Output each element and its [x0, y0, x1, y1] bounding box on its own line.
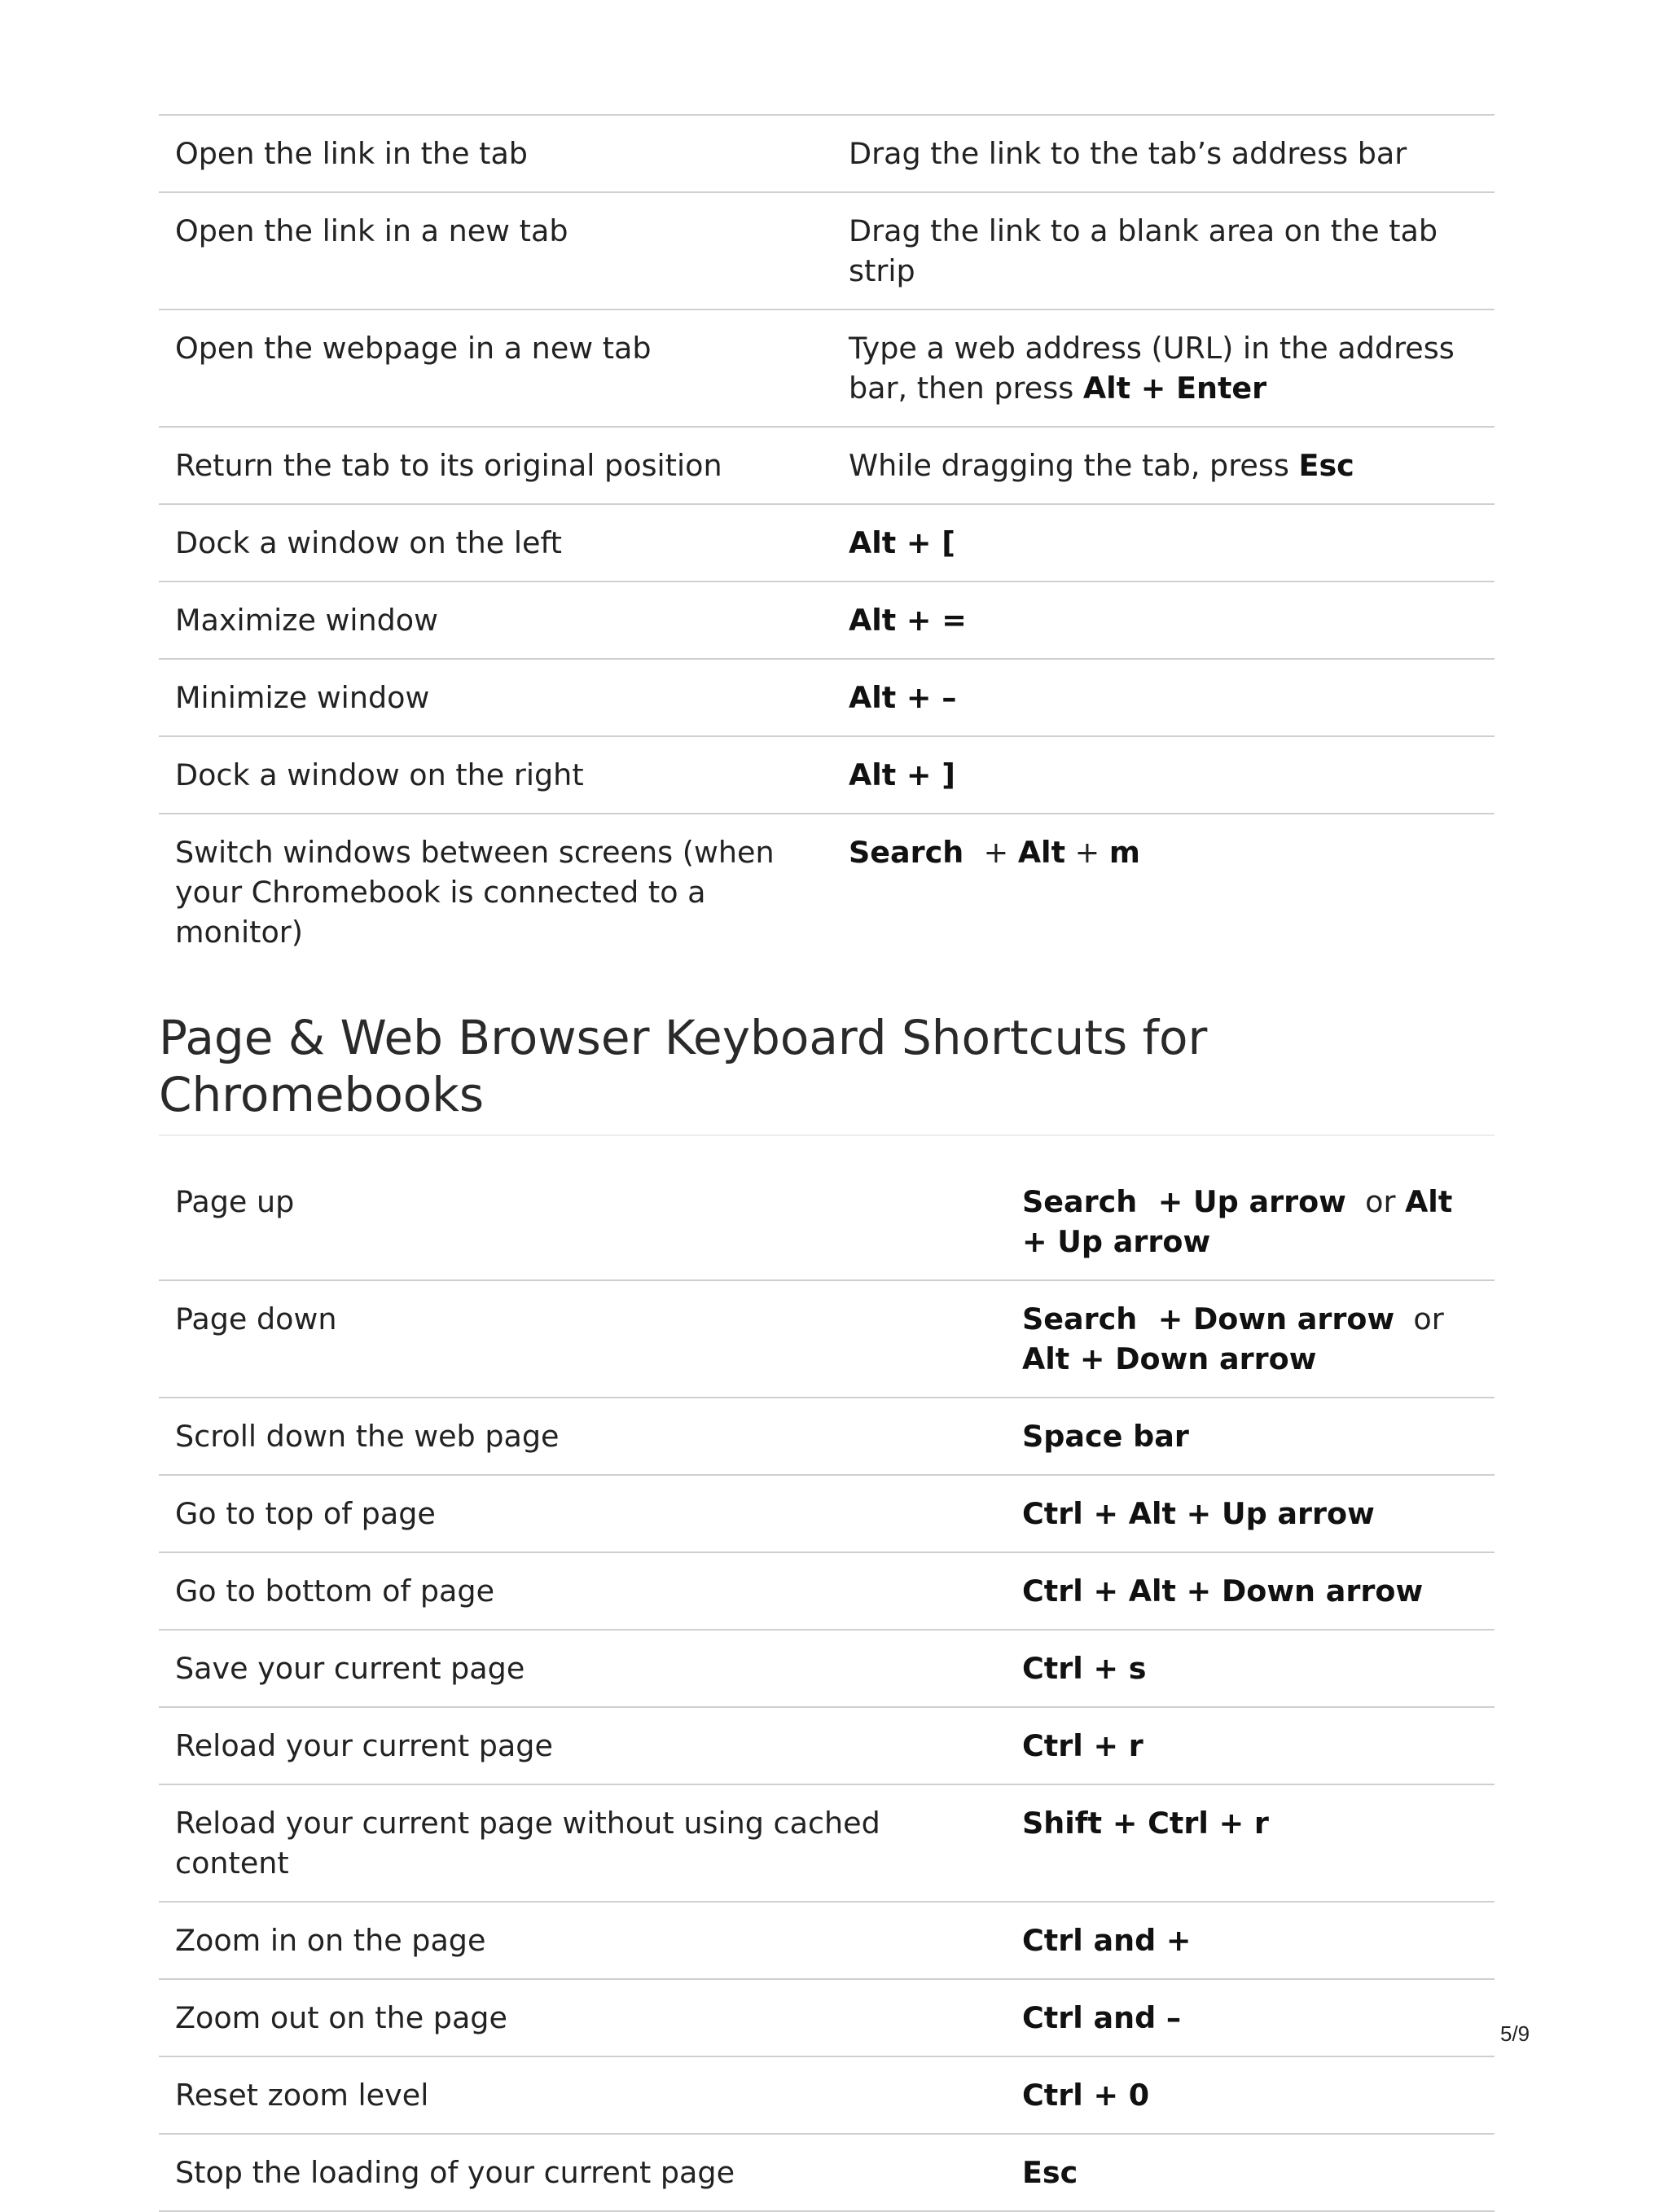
- shortcut-cell: [832, 504, 1495, 582]
- shortcut-text: or: [1345, 1184, 1406, 1219]
- shortcut-cell: [1006, 1630, 1495, 1707]
- shortcut-key-text: Alt: [1017, 835, 1066, 870]
- shortcut-key-text: Alt + Up arrow: [1022, 1184, 1463, 1259]
- table-row: [159, 427, 1495, 504]
- shortcut-key-text: Alt + Enter: [1082, 371, 1267, 406]
- table-row: [159, 1280, 1495, 1398]
- action-cell: Stop the loading of your current page: [175, 2155, 735, 2190]
- shortcut-cell: [832, 192, 1495, 309]
- action-cell: Scroll down the web page: [175, 1419, 560, 1454]
- shortcut-key-text: Shift + Ctrl + r: [1022, 1806, 1269, 1841]
- table-row: [159, 659, 1495, 736]
- table-row: [159, 582, 1495, 659]
- action-cell: Reload your current page without using cached content: [175, 1806, 880, 1881]
- table-row: [159, 309, 1495, 427]
- shortcut-cell: [832, 309, 1495, 427]
- action-cell: Go to top of page: [175, 1496, 436, 1531]
- window-shortcuts-table: [159, 114, 1495, 970]
- shortcut-cell: [832, 427, 1495, 504]
- shortcut-key-text: Esc: [1298, 448, 1354, 483]
- shortcut-key-text: Ctrl + Alt + Up arrow: [1022, 1496, 1375, 1531]
- section-heading: Page & Web Browser Keyboard Shortcuts for Chromebooks: [159, 1009, 1495, 1136]
- action-cell: Zoom out on the page: [175, 2000, 507, 2035]
- action-cell: Maximize window: [175, 603, 438, 638]
- action-cell: Page up: [175, 1184, 295, 1219]
- shortcut-text: While dragging the tab, press: [849, 448, 1299, 483]
- table-row: [159, 115, 1495, 192]
- table-row: [159, 814, 1495, 970]
- table-row: [159, 1164, 1495, 1280]
- shortcut-key-text: Ctrl + Alt + Down arrow: [1022, 1573, 1424, 1609]
- shortcut-key-text: m: [1108, 835, 1140, 870]
- action-cell: Page down: [175, 1301, 337, 1336]
- action-cell: Open the link in the tab: [175, 136, 528, 171]
- table-row: [159, 1630, 1495, 1707]
- shortcut-cell: [1006, 2134, 1495, 2211]
- shortcut-cell: [1006, 1164, 1495, 1280]
- table-row: [159, 1784, 1495, 1902]
- action-cell: Return the tab to its original position: [175, 448, 722, 483]
- table-row: [159, 1552, 1495, 1630]
- shortcut-cell: [1006, 1552, 1495, 1630]
- shortcut-cell: [1006, 1784, 1495, 1902]
- shortcut-cell: [832, 736, 1495, 814]
- table-row: [159, 2056, 1495, 2134]
- table-row: [159, 736, 1495, 814]
- shortcut-key-text: Ctrl + 0: [1022, 2078, 1150, 2113]
- table-row: [159, 192, 1495, 309]
- action-cell: Open the webpage in a new tab: [175, 331, 652, 366]
- shortcut-key-text: Search + Up arrow: [1022, 1184, 1346, 1219]
- shortcut-key-text: Space bar: [1022, 1419, 1189, 1454]
- action-cell: Go to bottom of page: [175, 1573, 495, 1609]
- shortcut-key-text: Search + Down arrow: [1022, 1301, 1395, 1336]
- shortcut-cell: [832, 115, 1495, 192]
- table-row: [159, 1707, 1495, 1784]
- shortcut-text: +: [974, 835, 1018, 870]
- shortcut-key-text: Alt + ]: [849, 757, 955, 792]
- table-row: [159, 1902, 1495, 1979]
- shortcut-text: Drag the link to the tab’s address bar: [849, 136, 1407, 171]
- shortcut-key-text: Ctrl + r: [1022, 1728, 1143, 1763]
- shortcut-key-text: Ctrl + s: [1022, 1651, 1147, 1686]
- shortcut-text: or: [1394, 1301, 1454, 1336]
- shortcut-key-text: Alt + –: [849, 680, 957, 715]
- page-number: 5/9: [1500, 2021, 1530, 2046]
- action-cell: Minimize window: [175, 680, 430, 715]
- shortcut-key-text: Alt + Down arrow: [1022, 1341, 1317, 1376]
- action-cell: Dock a window on the left: [175, 525, 562, 560]
- page-content: [159, 114, 1495, 2212]
- action-cell: Reset zoom level: [175, 2078, 429, 2113]
- shortcut-cell: [1006, 1475, 1495, 1552]
- action-cell: Dock a window on the right: [175, 757, 584, 792]
- table-row: [159, 2134, 1495, 2211]
- shortcut-cell: [1006, 1280, 1495, 1398]
- table-row: [159, 1398, 1495, 1475]
- shortcut-cell: [1006, 2056, 1495, 2134]
- table-row: [159, 504, 1495, 582]
- shortcut-text: Type a web address (URL) in the address bar, then press: [849, 331, 1464, 406]
- action-cell: Switch windows between screens (when your Chromebook is connected to a monitor): [175, 835, 775, 950]
- shortcut-key-text: Ctrl and +: [1022, 1923, 1192, 1958]
- action-cell: Zoom in on the page: [175, 1923, 486, 1958]
- shortcut-text: Drag the link to a blank area on the tab strip: [849, 213, 1447, 288]
- table-row: [159, 1979, 1495, 2056]
- shortcut-cell: [1006, 1707, 1495, 1784]
- action-cell: Save your current page: [175, 1651, 525, 1686]
- shortcut-cell: [832, 814, 1495, 970]
- shortcut-key-text: Ctrl and –: [1022, 2000, 1182, 2035]
- shortcut-key-text: Esc: [1022, 2155, 1078, 2190]
- table-row: [159, 1475, 1495, 1552]
- shortcut-cell: [832, 659, 1495, 736]
- page-browser-shortcuts-table: [159, 1164, 1495, 2212]
- action-cell: Open the link in a new tab: [175, 213, 568, 248]
- shortcut-cell: [832, 582, 1495, 659]
- shortcut-key-text: Search: [849, 835, 975, 870]
- action-cell: Reload your current page: [175, 1728, 553, 1763]
- shortcut-cell: [1006, 1902, 1495, 1979]
- shortcut-text: +: [1065, 835, 1109, 870]
- shortcut-key-text: Alt + [: [849, 525, 955, 560]
- shortcut-key-text: Alt + =: [849, 603, 967, 638]
- shortcut-cell: [1006, 1398, 1495, 1475]
- shortcut-cell: [1006, 1979, 1495, 2056]
